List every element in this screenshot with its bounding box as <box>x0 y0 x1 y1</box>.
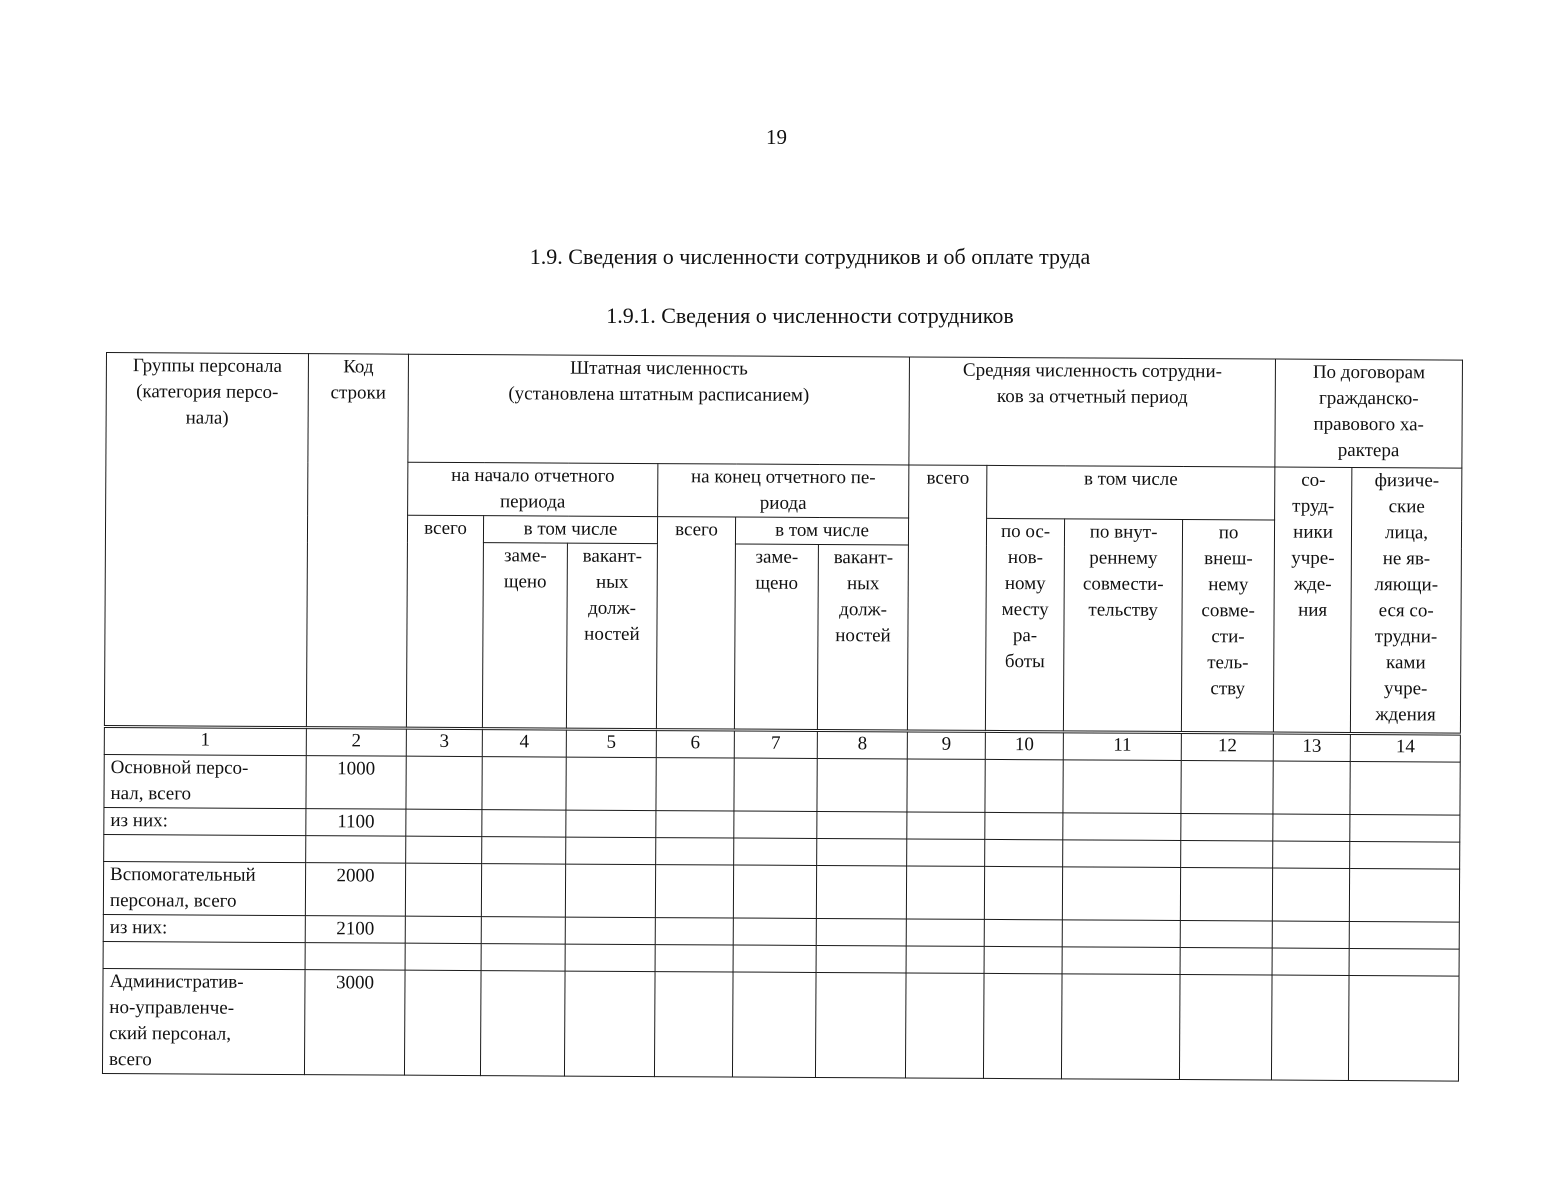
data-cell[interactable] <box>985 812 1063 839</box>
data-cell[interactable] <box>984 946 1062 973</box>
data-cell[interactable] <box>404 970 481 1075</box>
staff-count-table <box>102 352 1463 1082</box>
column-number: 4 <box>482 729 566 757</box>
data-cell[interactable] <box>481 944 565 971</box>
row-code: 3000 <box>304 970 405 1076</box>
row-code: 2000 <box>305 863 405 917</box>
data-cell[interactable] <box>1063 840 1181 868</box>
data-cell[interactable] <box>656 811 734 838</box>
data-cell[interactable] <box>733 918 816 945</box>
header-end-total: всего <box>656 517 735 730</box>
data-cell[interactable] <box>733 945 816 972</box>
column-number: 2 <box>306 728 406 757</box>
row-label: Вспомогательный персонал, всего <box>103 861 305 915</box>
data-cell[interactable] <box>1273 761 1350 814</box>
data-cell[interactable] <box>406 836 482 863</box>
data-cell[interactable] <box>480 971 565 1076</box>
data-cell[interactable] <box>816 918 906 946</box>
data-cell[interactable] <box>1181 841 1273 869</box>
header-average-internal: по внут- реннему совмести- тельству <box>1063 519 1182 733</box>
data-cell[interactable] <box>481 917 565 944</box>
column-number: 9 <box>907 731 985 759</box>
column-number: 10 <box>985 731 1063 759</box>
data-cell[interactable] <box>656 838 734 865</box>
header-end-filled: заме- щено <box>734 544 818 730</box>
table-row-support-personnel <box>103 861 1459 922</box>
column-number: 7 <box>734 730 817 758</box>
data-cell[interactable] <box>1272 975 1350 1080</box>
data-cell[interactable] <box>482 810 566 837</box>
table-body <box>102 726 1460 1081</box>
header-staff-count: Штатная численность (установлена штатным расписанием) <box>408 354 910 465</box>
data-cell[interactable] <box>566 810 656 838</box>
data-cell[interactable] <box>656 758 734 811</box>
data-cell[interactable] <box>1349 868 1459 922</box>
data-cell[interactable] <box>566 757 656 811</box>
data-cell[interactable] <box>1350 761 1460 815</box>
data-cell[interactable] <box>1349 921 1459 949</box>
header-civil-contracts: По договорам гражданско- правового ха- рактера <box>1275 359 1463 468</box>
data-cell[interactable] <box>1181 814 1273 842</box>
header-staff-period-end: на конец отчетного пе- риода <box>658 464 909 518</box>
data-cell[interactable] <box>654 972 733 1077</box>
data-cell[interactable] <box>565 917 655 945</box>
data-cell[interactable] <box>482 757 566 810</box>
header-row-code: Код строки <box>306 354 408 729</box>
data-cell[interactable] <box>1349 948 1459 976</box>
row-label: Основной персо- нал, всего <box>104 754 306 808</box>
data-cell[interactable] <box>907 759 985 812</box>
header-average-total: всего <box>907 465 986 731</box>
data-cell[interactable] <box>1063 760 1181 814</box>
header-staff-period-start: на начало отчетного периода <box>408 462 658 516</box>
row-code: 1000 <box>306 756 406 810</box>
data-cell[interactable] <box>1272 921 1349 948</box>
data-cell[interactable] <box>1349 975 1460 1081</box>
data-cell[interactable] <box>1350 814 1460 842</box>
data-cell[interactable] <box>985 839 1063 866</box>
data-cell[interactable] <box>565 944 655 972</box>
data-cell[interactable] <box>1062 974 1181 1080</box>
data-cell[interactable] <box>406 756 482 809</box>
data-cell[interactable] <box>906 973 985 1078</box>
column-number: 8 <box>817 730 907 759</box>
header-average-including: в том числе <box>987 465 1275 520</box>
data-cell[interactable] <box>1272 868 1349 921</box>
column-number: 14 <box>1350 733 1460 762</box>
table-row-main-personnel <box>104 754 1460 815</box>
data-cell[interactable] <box>655 865 733 918</box>
header-start-vacant: вакант- ных долж- ностей <box>566 543 657 729</box>
row-label <box>104 834 306 862</box>
data-cell[interactable] <box>815 972 906 1078</box>
header-average-external: по внеш- нему совме- сти- тель- ству <box>1181 520 1274 734</box>
section-title: 1.9. Сведения о численности сотрудников и об оплате труда <box>529 244 1091 269</box>
data-cell[interactable] <box>984 866 1062 919</box>
subsection-title: 1.9.1. Сведения о численности сотрудников <box>606 303 1014 328</box>
page-number: 19 <box>766 125 787 149</box>
data-cell[interactable] <box>565 864 655 918</box>
data-cell[interactable] <box>817 838 907 866</box>
data-cell[interactable] <box>1272 948 1349 975</box>
data-cell[interactable] <box>566 837 656 865</box>
data-cell[interactable] <box>816 945 906 973</box>
row-code <box>305 943 405 971</box>
header-average-count: Средняя численность сотрудни- ков за отчетный период <box>909 357 1276 467</box>
data-cell[interactable] <box>906 946 984 973</box>
header-personnel-group: Группы персонала (категория персо- нала) <box>104 353 308 728</box>
data-cell[interactable] <box>655 918 733 945</box>
data-cell[interactable] <box>1181 761 1273 815</box>
header-start-including: в том числе <box>483 516 657 544</box>
table-row-admin-personnel <box>102 968 1459 1081</box>
data-cell[interactable] <box>733 865 816 918</box>
data-cell[interactable] <box>1062 920 1180 948</box>
column-number: 3 <box>406 728 482 756</box>
column-number: 13 <box>1273 733 1350 761</box>
column-number: 11 <box>1063 732 1181 761</box>
data-cell[interactable] <box>906 866 984 919</box>
data-cell[interactable] <box>482 837 566 864</box>
column-number: 12 <box>1181 733 1273 762</box>
header-average-main-job: по ос- нов- ному месту ра- боты <box>985 518 1064 731</box>
header-end-including: в том числе <box>735 517 908 545</box>
data-cell[interactable] <box>481 864 565 917</box>
data-cell[interactable] <box>1273 814 1350 841</box>
row-code: 1100 <box>306 809 406 837</box>
header-contract-employees: со- труд- ники учре- жде- ния <box>1273 467 1351 733</box>
table-header <box>104 353 1462 735</box>
data-cell[interactable] <box>405 916 481 943</box>
data-cell[interactable] <box>907 812 985 839</box>
row-code <box>306 836 406 864</box>
data-cell[interactable] <box>1180 975 1273 1081</box>
row-label: из них: <box>104 807 306 835</box>
data-cell[interactable] <box>1180 921 1272 949</box>
data-cell[interactable] <box>655 945 733 972</box>
data-cell[interactable] <box>817 811 907 839</box>
row-code: 2100 <box>305 916 405 944</box>
data-cell[interactable] <box>1273 841 1350 868</box>
row-label <box>103 941 305 969</box>
header-start-filled: заме- щено <box>482 543 567 729</box>
header-start-total: всего <box>406 515 483 728</box>
header-contract-individuals: физиче- ские лица, не яв- ляющи- еся со- трудни- ками учре- ждения <box>1350 467 1461 734</box>
data-cell[interactable] <box>907 839 985 866</box>
data-cell[interactable] <box>405 943 481 970</box>
column-number: 6 <box>656 730 734 758</box>
data-cell[interactable] <box>984 973 1063 1078</box>
data-cell[interactable] <box>564 971 655 1077</box>
data-cell[interactable] <box>906 919 984 946</box>
data-cell[interactable] <box>732 972 816 1077</box>
data-cell[interactable] <box>1180 868 1272 922</box>
row-label: из них: <box>103 914 305 942</box>
column-number: 5 <box>566 729 656 758</box>
data-cell[interactable] <box>817 758 907 812</box>
data-cell[interactable] <box>1063 813 1181 841</box>
data-cell[interactable] <box>405 863 481 916</box>
data-cell[interactable] <box>1062 947 1180 975</box>
column-number: 1 <box>104 726 306 755</box>
data-cell[interactable] <box>734 838 817 865</box>
data-cell[interactable] <box>985 759 1063 812</box>
data-cell[interactable] <box>734 811 817 838</box>
data-cell[interactable] <box>1062 867 1180 921</box>
data-cell[interactable] <box>1350 841 1460 869</box>
data-cell[interactable] <box>406 809 482 836</box>
data-cell[interactable] <box>984 919 1062 946</box>
data-cell[interactable] <box>816 865 906 919</box>
header-end-vacant: вакант- ных долж- ностей <box>817 544 908 731</box>
data-cell[interactable] <box>734 758 817 811</box>
row-label: Административ- но-управленче- ский персонал, всего <box>102 968 305 1074</box>
data-cell[interactable] <box>1180 948 1272 976</box>
